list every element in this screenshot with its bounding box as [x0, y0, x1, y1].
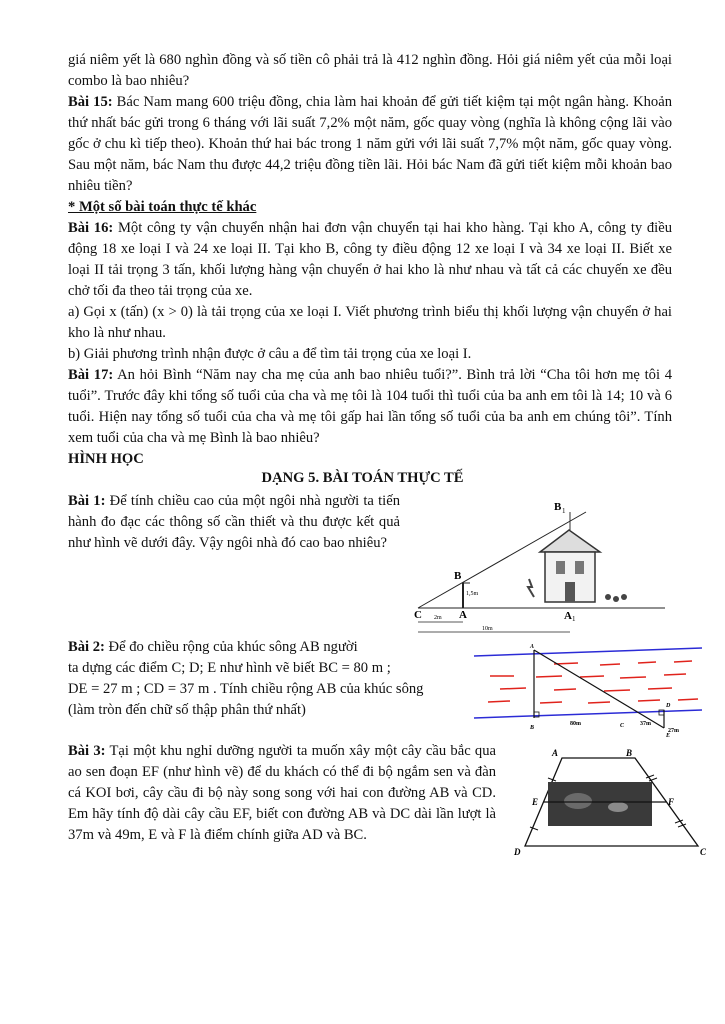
- label-c: C: [414, 609, 422, 621]
- problem-15: Bài 15: Bác Nam mang 600 triệu đồng, chia làm hai khoản để gửi tiết kiệm tại một ngân hàng. Khoản thứ nhất bác gửi trong 6 tháng với lãi suất 7,2% một năm, gốc quay vòng (nghĩa là không cộng lãi vào gốc ở chu kì tiếp theo). Khoản thứ hai bác trong 1 năm gửi với lãi suất 7,7% một năm, gốc quay vòng. Sau một năm, bác Nam thu được 44,2 triệu đồng tiền lãi. Hỏi bác Nam đã gửi tiết kiệm mỗi khoản bao nhiêu tiền?: [68, 94, 672, 194]
- label-de: 27m: [668, 728, 679, 734]
- geometry-problem-3: Bài 3: Tại một khu nghỉ dưỡng người ta muốn xây một cây cầu bắc qua ao sen đoạn EF (như hình vẽ) để du khách có thể đi bộ ngắm sen và đàn cá KOI bơi, cây cầu đi bộ này song song với hai con đường AB và CD. Em hãy tính độ dài cây cầu EF, biết con đường AB và DC dài lần lượt là 37m và 49m, E và F là điểm chính giữa AD và BC.: [68, 743, 496, 843]
- label-b1: B: [554, 501, 562, 513]
- river-bank-bottom: [474, 710, 702, 718]
- label-a: A: [459, 609, 467, 621]
- geometry-problem-1: Bài 1: Để tính chiều cao của một ngôi nhà người ta tiến hành đo đạc các thông số cần thiết và thu được kết quả như hình vẽ dưới đây. Vậy ngôi nhà đó cao bao nhiêu?: [68, 493, 400, 551]
- label-height: 1,5m: [466, 591, 479, 597]
- geometry-problem-2: Bài 2: Để đo chiều rộng của khúc sông AB người ta dựng các điểm C; D; E như hình vẽ biết BC = 80 m ; DE = 27 m ; CD = 37 m . Tính chiều rộng AB của khúc sông (làm tròn đến chữ số thập phân thứ nhất): [68, 639, 424, 718]
- house-height-figure: [410, 497, 672, 637]
- river-water-marks: [488, 661, 698, 703]
- label-a1: A: [564, 610, 572, 622]
- river-bank-top: [474, 648, 702, 656]
- section-practical-heading: * Một số bài toán thực tế khác: [68, 199, 257, 215]
- label-d: D: [666, 703, 671, 709]
- segment-ae: [534, 650, 664, 728]
- problem-16: Bài 16: Một công ty vận chuyển nhận hai đơn vận chuyển tại hai kho hàng. Tại kho A, công ty điều động 18 xe loại I và 24 xe loại II. Tại kho B, công ty điều động 12 xe loại I và 34 xe loại II. Biết xe loại II tải trọng 3 tấn, khối lượng hàng vận chuyển ở hai kho là như nhau và tất cả các chuyến xe đều chở tối đa theo tải trọng của xe.: [68, 220, 672, 299]
- label-b1-sub: 1: [562, 507, 566, 515]
- label-b: B: [454, 570, 462, 582]
- label-a: A: [552, 748, 559, 758]
- bridge-trapezoid-figure: [508, 745, 713, 865]
- label-d: D: [514, 847, 521, 857]
- koi-shape: [608, 802, 628, 812]
- label-cd: 37m: [640, 721, 651, 727]
- intro-paragraph: giá niêm yết là 680 nghìn đồng và số tiền cô phải trả là 412 nghìn đồng. Hỏi giá niêm yết của mỗi loại combo là bao nhiêu?: [68, 52, 672, 89]
- label-a1-sub: 1: [572, 615, 576, 623]
- label-e: E: [532, 797, 539, 807]
- dang5-title: DẠNG 5. BÀI TOÁN THỰC TẾ: [261, 470, 464, 486]
- lotus-shape: [564, 793, 592, 809]
- label-b: B: [626, 748, 633, 758]
- label-f: F: [668, 797, 675, 807]
- label-a: A: [530, 644, 535, 650]
- label-2m: 2m: [434, 615, 442, 621]
- label-10m: 10m: [482, 626, 493, 632]
- label-b: B: [530, 725, 535, 731]
- geometry-heading: HÌNH HỌC: [68, 451, 144, 467]
- river-width-figure: [470, 640, 710, 745]
- pond-photo: [548, 782, 652, 826]
- house-illustration: [528, 512, 627, 602]
- problem-16a: a) Gọi x (tấn) (x > 0) là tải trọng của xe loại I. Viết phương trình biểu thị khối lượng vận chuyển ở hai kho là như nhau.: [68, 304, 672, 341]
- problem-17: Bài 17: An hỏi Bình “Năm nay cha mẹ của anh bao nhiêu tuổi?”. Bình trả lời “Cha tôi hơn mẹ tôi 4 tuổi”. Trước đây khi tổng số tuổi của cha và mẹ tôi là 104 tuổi thì tuổi của ba anh em tôi là 14; 10 và 6 tuổi. Hiện nay tổng số tuổi của cha và mẹ tôi gấp hai lần tổng số tuổi của ba anh em chúng tôi”. Tính xem tuổi của cha và mẹ Bình là bao nhiêu?: [68, 367, 673, 446]
- label-c: C: [620, 723, 625, 729]
- problem-16b: b) Giải phương trình nhận được ở câu a để tìm tải trọng của xe loại I.: [68, 346, 472, 362]
- label-c: C: [700, 847, 707, 857]
- label-bc: 80m: [570, 721, 581, 727]
- label-e: E: [666, 733, 671, 739]
